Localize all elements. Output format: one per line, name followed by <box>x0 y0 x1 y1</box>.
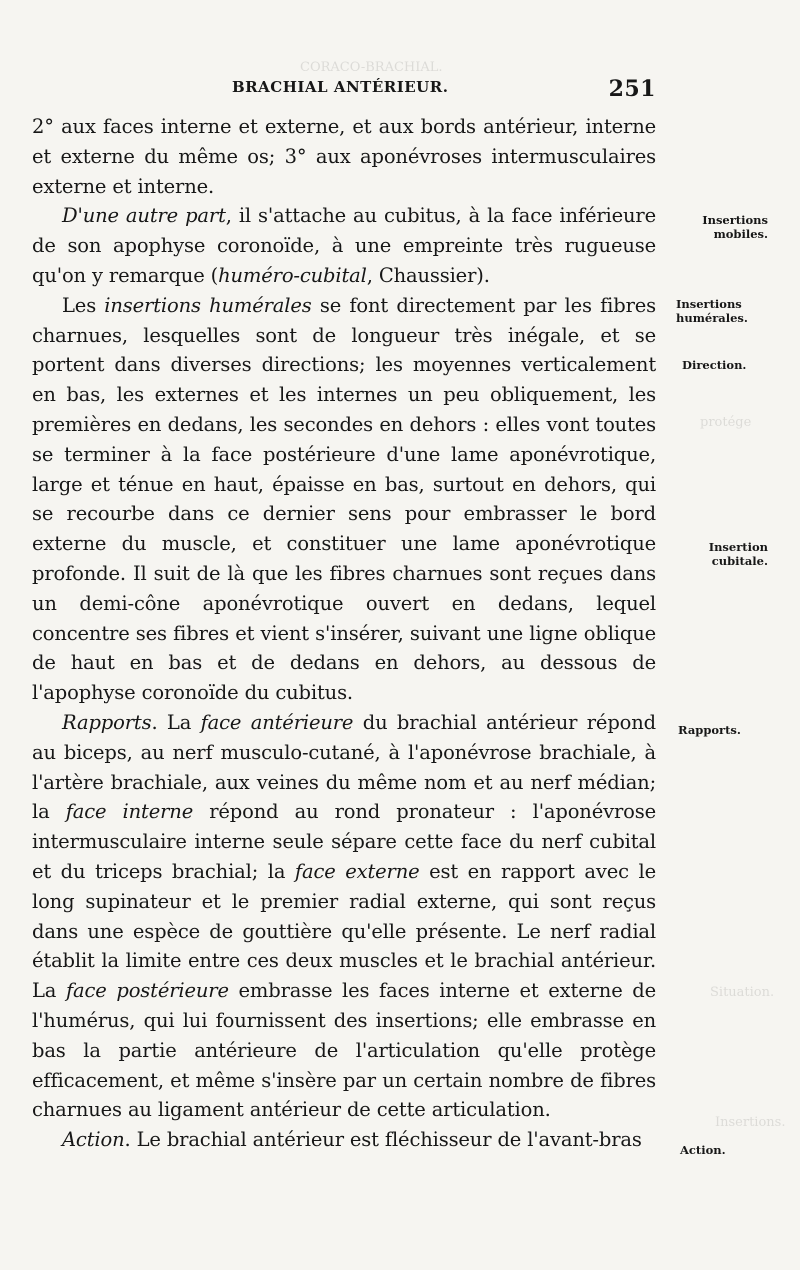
margin-note-insertions-mobiles: Insertions mobiles. <box>702 213 768 241</box>
italic-phrase: face externe <box>294 859 420 883</box>
bleed-through-text: protége <box>700 415 752 430</box>
italic-phrase: huméro-cubital <box>218 263 367 287</box>
italic-phrase: D'une autre part <box>62 204 226 228</box>
italic-phrase: face interne <box>65 800 194 824</box>
margin-note-action: Action. <box>680 1143 726 1157</box>
margin-note-insertions-humerales: Insertions humérales. <box>676 297 748 325</box>
paragraph-rapports: Rapports. La face antérieure du brachial antérieur répond au biceps, au nerf musculo-cutané, à l'aponévrose brachiale, à l'artère brachiale, aux veines du même nom et au nerf médian; la face interne répond au rond pronateur : l'aponévrose intermusculaire interne seule sépare cette face du nerf cubital et du triceps brachial; la face externe est en rapport avec le long supinateur et le premier radial externe, qui sont reçus dans une espèce de gouttière qu'elle présente. Le nerf radial établit la limite entre ces deux muscles et le brachial antérieur. La face postérieure embrasse les faces interne et externe de l'humérus, qui lui fournissent des insertions; elle embrasse en bas la partie antérieure de l'articulation qu'elle protège efficacement, et même s'insère par un certain nombre de fibres charnues au ligament antérieur de cette articulation. <box>32 710 656 1122</box>
italic-phrase: face postérieure <box>65 979 229 1003</box>
main-text <box>32 112 656 1155</box>
bleed-through-text: Insertions. <box>715 1115 786 1130</box>
paragraph-cubital-insertion: D'une autre part, il s'attache au cubitus, à la face inférieure de son apophyse coronoïde, à une empreinte très rugueuse qu'on y remarque (huméro-cubital, Chaussier). <box>32 204 656 287</box>
paragraph-continuation: 2° aux faces interne et externe, et aux bords antérieur, interne et externe du même os; 3° aux aponévroses intermusculaires externe et interne. <box>32 115 656 198</box>
bleed-through-text: Situation. <box>710 985 775 1000</box>
margin-note-direction: Direction. <box>682 358 747 372</box>
page-title: BRACHIAL ANTÉRIEUR. <box>232 78 449 96</box>
margin-note-insertion-cubitale: Insertion cubitale. <box>708 540 768 568</box>
italic-phrase: insertions humérales <box>104 293 312 317</box>
bleed-through-text: CORACO-BRACHIAL. <box>300 60 443 75</box>
italic-phrase: Action <box>62 1128 125 1152</box>
paragraph-action: Action. Le brachial antérieur est fléchisseur de l'avant-bras <box>62 1128 642 1152</box>
margin-note-rapports: Rapports. <box>678 723 741 737</box>
page-number: 251 <box>608 76 656 102</box>
paragraph-humeral-insertions: Les insertions humérales se font directement par les fibres charnues, lesquelles sont de longueur très inégale, et se portent dans diverses directions; les moyennes verticalement en bas, les externes et les internes un peu obliquement, les premières en dedans, les secondes en dehors : elles vont toutes se terminer à la face postérieure d'une lame aponévrotique, large et ténue en haut, épaisse en bas, surtout en dehors, qui se recourbe dans ce dernier sens pour embrasser le bord externe du muscle, et constituer une lame aponévrotique profonde. Il suit de là que les fibres charnues sont reçues dans un demi-cône aponévrotique ouvert en dedans, lequel concentre ses fibres et vient s'insérer, suivant une ligne oblique de haut en bas et de dedans en dehors, au dessous de l'apophyse coronoïde du cubitus. <box>32 293 656 705</box>
italic-phrase: Rapports <box>62 710 152 734</box>
italic-phrase: face antérieure <box>200 710 354 734</box>
running-header <box>232 68 656 102</box>
